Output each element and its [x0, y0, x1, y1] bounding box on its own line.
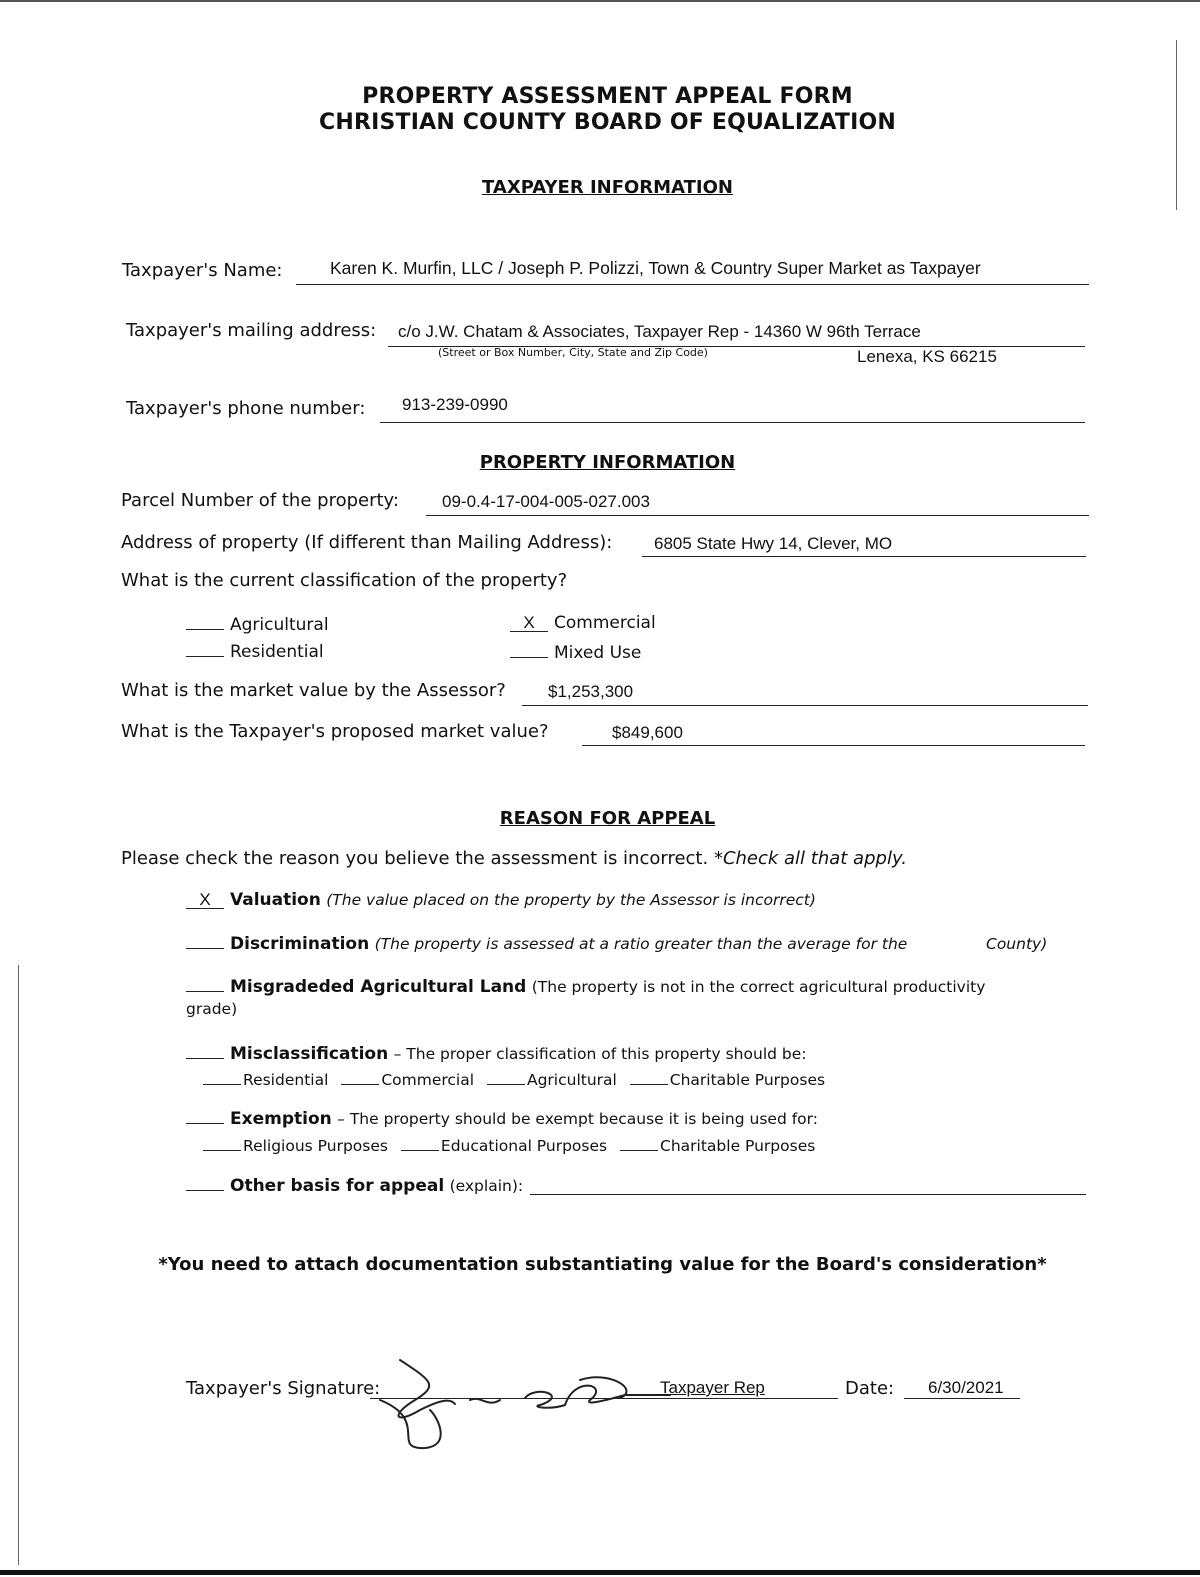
section-taxpayer-information: TAXPAYER INFORMATION — [482, 177, 733, 198]
reason-misclassification: Misclassification – The proper classification of this property should be: — [186, 1042, 807, 1064]
phone-line — [380, 422, 1085, 423]
class-residential-mark[interactable] — [186, 640, 224, 657]
taxpayer-name-label: Taxpayer's Name: — [122, 260, 283, 281]
class-agricultural-mark[interactable] — [186, 613, 224, 630]
mailing-address-value: c/o J.W. Chatam & Associates, Taxpayer Rep - 14360 W 96th Terrace — [398, 322, 921, 341]
misgraded-desc-cont: grade) — [186, 1000, 238, 1018]
taxpayer-name-line — [296, 284, 1089, 285]
form-title: PROPERTY ASSESSMENT APPEAL FORM — [362, 84, 853, 109]
signature-label: Taxpayer's Signature: — [186, 1378, 381, 1399]
signature-role: Taxpayer Rep — [660, 1378, 765, 1397]
valuation-mark[interactable]: X — [186, 892, 224, 909]
property-address-value: 6805 State Hwy 14, Clever, MO — [654, 534, 893, 553]
discrimination-tail: County) — [986, 935, 1048, 953]
parcel-label: Parcel Number of the property: — [121, 490, 399, 511]
reason-misgraded: Misgradeded Agricultural Land (The property is not in the correct agricultural productivity — [186, 975, 985, 997]
misclass-residential-mark[interactable] — [203, 1068, 241, 1085]
reason-discrimination: Discrimination (The property is assessed at a ratio greater than the average for the — [186, 932, 907, 954]
class-agricultural: Agricultural — [186, 613, 329, 635]
date-label: Date: — [845, 1378, 895, 1399]
mailing-address-city: Lenexa, KS 66215 — [857, 347, 997, 366]
property-address-line — [642, 556, 1086, 557]
parcel-value: 09-0.4-17-004-005-027.003 — [442, 492, 650, 511]
misclass-options: Residential Commercial Agricultural Charitable Purposes — [203, 1068, 825, 1089]
other-explain-line[interactable] — [530, 1194, 1086, 1195]
proposed-value-label: What is the Taxpayer's proposed market value? — [121, 721, 549, 742]
reason-exemption: Exemption – The property should be exempt because it is being used for: — [186, 1107, 818, 1129]
signature-scribble — [370, 1340, 690, 1460]
other-mark[interactable] — [186, 1174, 224, 1191]
reason-intro: Please check the reason you believe the assessment is incorrect. *Check all that apply. — [121, 848, 907, 869]
misclass-agricultural-mark[interactable] — [487, 1068, 525, 1085]
form-subtitle: CHRISTIAN COUNTY BOARD OF EQUALIZATION — [318, 110, 897, 135]
misgraded-mark[interactable] — [186, 975, 224, 992]
class-mixed-use: Mixed Use — [510, 641, 641, 663]
section-reason-for-appeal: REASON FOR APPEAL — [499, 808, 716, 829]
date-value: 6/30/2021 — [928, 1378, 1004, 1397]
discrimination-mark[interactable] — [186, 932, 224, 949]
classification-question: What is the current classification of the property? — [121, 570, 568, 591]
class-mixed-use-mark[interactable] — [510, 641, 548, 658]
market-value-label: What is the market value by the Assessor? — [121, 680, 506, 701]
exemption-mark[interactable] — [186, 1107, 224, 1124]
scan-edge-bottom — [0, 1570, 1200, 1575]
phone-value: 913-239-0990 — [402, 395, 508, 414]
phone-label: Taxpayer's phone number: — [126, 398, 366, 419]
parcel-line — [426, 515, 1089, 516]
date-line[interactable] — [904, 1398, 1020, 1399]
reason-valuation: X Valuation (The value placed on the property by the Assessor is incorrect) — [186, 890, 816, 910]
taxpayer-name-value: Karen K. Murfin, LLC / Joseph P. Polizzi, Town & Country Super Market as Taxpayer — [330, 258, 981, 278]
class-commercial-mark[interactable]: X — [510, 615, 548, 632]
misclass-charitable-mark[interactable] — [630, 1068, 668, 1085]
documentation-notice: *You need to attach documentation substantiating value for the Board's consideration* — [158, 1254, 1047, 1275]
mailing-address-label: Taxpayer's mailing address: — [126, 320, 377, 341]
exemption-options: Religious Purposes Educational Purposes Charitable Purposes — [203, 1134, 815, 1155]
market-value-line — [522, 705, 1088, 706]
class-commercial: X Commercial — [510, 613, 656, 633]
exemption-charitable-mark[interactable] — [620, 1134, 658, 1151]
property-address-label: Address of property (If different than Mailing Address): — [121, 532, 613, 553]
class-residential: Residential — [186, 640, 324, 662]
exemption-religious-mark[interactable] — [203, 1134, 241, 1151]
misclassification-mark[interactable] — [186, 1042, 224, 1059]
section-property-information: PROPERTY INFORMATION — [479, 452, 736, 473]
market-value: $1,253,300 — [548, 682, 634, 701]
reason-other: Other basis for appeal (explain): — [186, 1174, 523, 1196]
proposed-value: $849,600 — [612, 723, 683, 742]
exemption-educational-mark[interactable] — [401, 1134, 439, 1151]
misclass-commercial-mark[interactable] — [341, 1068, 379, 1085]
mailing-address-hint: (Street or Box Number, City, State and Zip Code) — [438, 346, 708, 359]
proposed-value-line — [582, 745, 1085, 746]
scan-edge-top — [0, 0, 1200, 2]
